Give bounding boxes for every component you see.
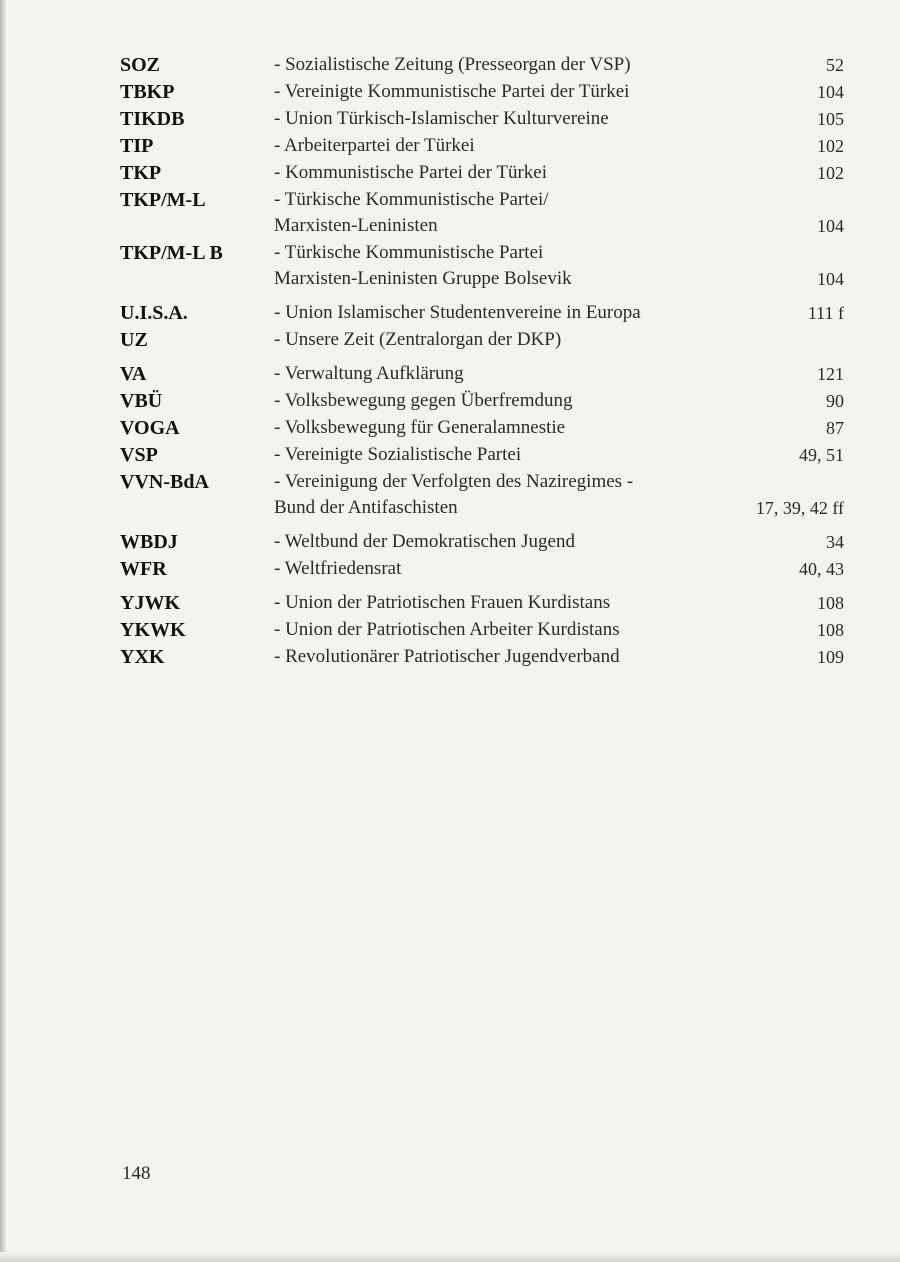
description-line: - Vereinigte Sozialistische Partei	[274, 444, 522, 465]
page-reference: 105	[817, 109, 844, 129]
list-item	[120, 160, 844, 186]
abbreviation: TIKDB	[120, 108, 185, 130]
description-line: - Kommunistische Partei der Türkei	[274, 162, 547, 183]
page-reference: 121	[817, 364, 844, 384]
description	[274, 52, 744, 78]
description	[274, 187, 744, 239]
description-line: - Union Islamischer Studentenvereine in Europa	[274, 302, 641, 323]
list-item	[120, 529, 844, 555]
description-line: Marxisten-Leninisten	[274, 215, 438, 236]
description-line: - Union der Patriotischen Arbeiter Kurdistans	[274, 619, 620, 640]
description	[274, 160, 744, 186]
abbreviation-list	[120, 52, 844, 671]
description-line: - Arbeiterpartei der Türkei	[274, 135, 475, 156]
abbreviation: WBDJ	[120, 531, 178, 553]
list-item	[120, 415, 844, 441]
description	[274, 442, 744, 468]
description	[274, 590, 744, 616]
page-reference: 102	[817, 136, 844, 156]
abbreviation: VA	[120, 363, 147, 385]
list-item	[120, 469, 844, 521]
description-line: - Türkische Kommunistische Partei/	[274, 189, 549, 210]
list-item	[120, 300, 844, 326]
description	[274, 617, 744, 643]
description	[274, 469, 744, 521]
page-reference: 104	[817, 82, 844, 102]
list-item	[120, 106, 844, 132]
abbreviation: YKWK	[120, 619, 186, 641]
abbreviation: TKP/M-L	[120, 189, 206, 211]
list-item	[120, 617, 844, 643]
description-line: - Union der Patriotischen Frauen Kurdistans	[274, 592, 611, 613]
description-line: - Vereinigung der Verfolgten des Naziregimes -	[274, 471, 634, 492]
page-reference: 104	[817, 216, 844, 236]
description	[274, 106, 744, 132]
description-line: Bund der Antifaschisten	[274, 497, 458, 518]
description-line: - Weltfriedensrat	[274, 558, 402, 579]
description	[274, 300, 744, 326]
page-reference: 102	[817, 163, 844, 183]
abbreviation: TIP	[120, 135, 154, 157]
abbreviation: SOZ	[120, 54, 161, 76]
abbreviation: TKP	[120, 162, 162, 184]
description-line: - Unsere Zeit (Zentralorgan der DKP)	[274, 329, 562, 350]
abbreviation: UZ	[120, 329, 148, 351]
page-reference: 17, 39, 42 ff	[755, 498, 844, 518]
description-line: - Volksbewegung gegen Überfremdung	[274, 390, 573, 411]
description-line: - Union Türkisch-Islamischer Kulturvereine	[274, 108, 609, 129]
page-reference: 90	[826, 391, 844, 411]
description-line: - Sozialistische Zeitung (Presseorgan der VSP)	[274, 54, 631, 75]
abbreviation: U.I.S.A.	[120, 302, 188, 324]
list-item	[120, 644, 844, 670]
page-reference: 104	[817, 269, 844, 289]
abbreviation: VBÜ	[120, 390, 163, 412]
description	[274, 327, 744, 353]
page-reference: 87	[826, 418, 844, 438]
abbreviation: TBKP	[120, 81, 175, 103]
description	[274, 529, 744, 555]
description	[274, 361, 744, 387]
list-item	[120, 590, 844, 616]
description	[274, 644, 744, 670]
abbreviation: VSP	[120, 444, 158, 466]
description-line: - Vereinigte Kommunistische Partei der Türkei	[274, 81, 630, 102]
page-reference: 108	[817, 593, 844, 613]
list-item	[120, 52, 844, 78]
description-line: - Weltbund der Demokratischen Jugend	[274, 531, 575, 552]
page-reference: 49, 51	[799, 445, 844, 465]
description-line: - Volksbewegung für Generalamnestie	[274, 417, 566, 438]
description-line: Marxisten-Leninisten Gruppe Bolsevik	[274, 268, 572, 289]
abbreviation: YJWK	[120, 592, 180, 614]
abbreviation: VOGA	[120, 417, 180, 439]
description	[274, 79, 744, 105]
description-line: - Revolutionärer Patriotischer Jugendverband	[274, 646, 620, 667]
page-number: 148	[122, 1163, 151, 1184]
list-item	[120, 361, 844, 387]
description	[274, 133, 744, 159]
list-item	[120, 327, 844, 353]
list-item	[120, 187, 844, 239]
abbreviation: WFR	[120, 558, 167, 580]
page-reference: 111 f	[807, 303, 844, 323]
page-edge-left	[0, 0, 6, 1262]
page-reference: 52	[826, 55, 844, 75]
page-reference: 34	[826, 532, 844, 552]
description-line: - Verwaltung Aufklärung	[274, 363, 464, 384]
list-item	[120, 79, 844, 105]
list-item	[120, 388, 844, 414]
page-reference: 109	[817, 647, 844, 667]
list-item	[120, 240, 844, 292]
description	[274, 556, 744, 582]
abbreviation: VVN-BdA	[120, 471, 209, 493]
description	[274, 388, 744, 414]
abbreviation: YXK	[120, 646, 165, 668]
page-reference: 108	[817, 620, 844, 640]
description	[274, 415, 744, 441]
list-item	[120, 556, 844, 582]
list-item	[120, 133, 844, 159]
description	[274, 240, 744, 292]
abbreviation: TKP/M-L B	[120, 242, 223, 264]
description-line: - Türkische Kommunistische Partei	[274, 242, 544, 263]
page-edge-bottom	[0, 1252, 900, 1262]
list-item	[120, 442, 844, 468]
page-reference: 40, 43	[799, 559, 844, 579]
